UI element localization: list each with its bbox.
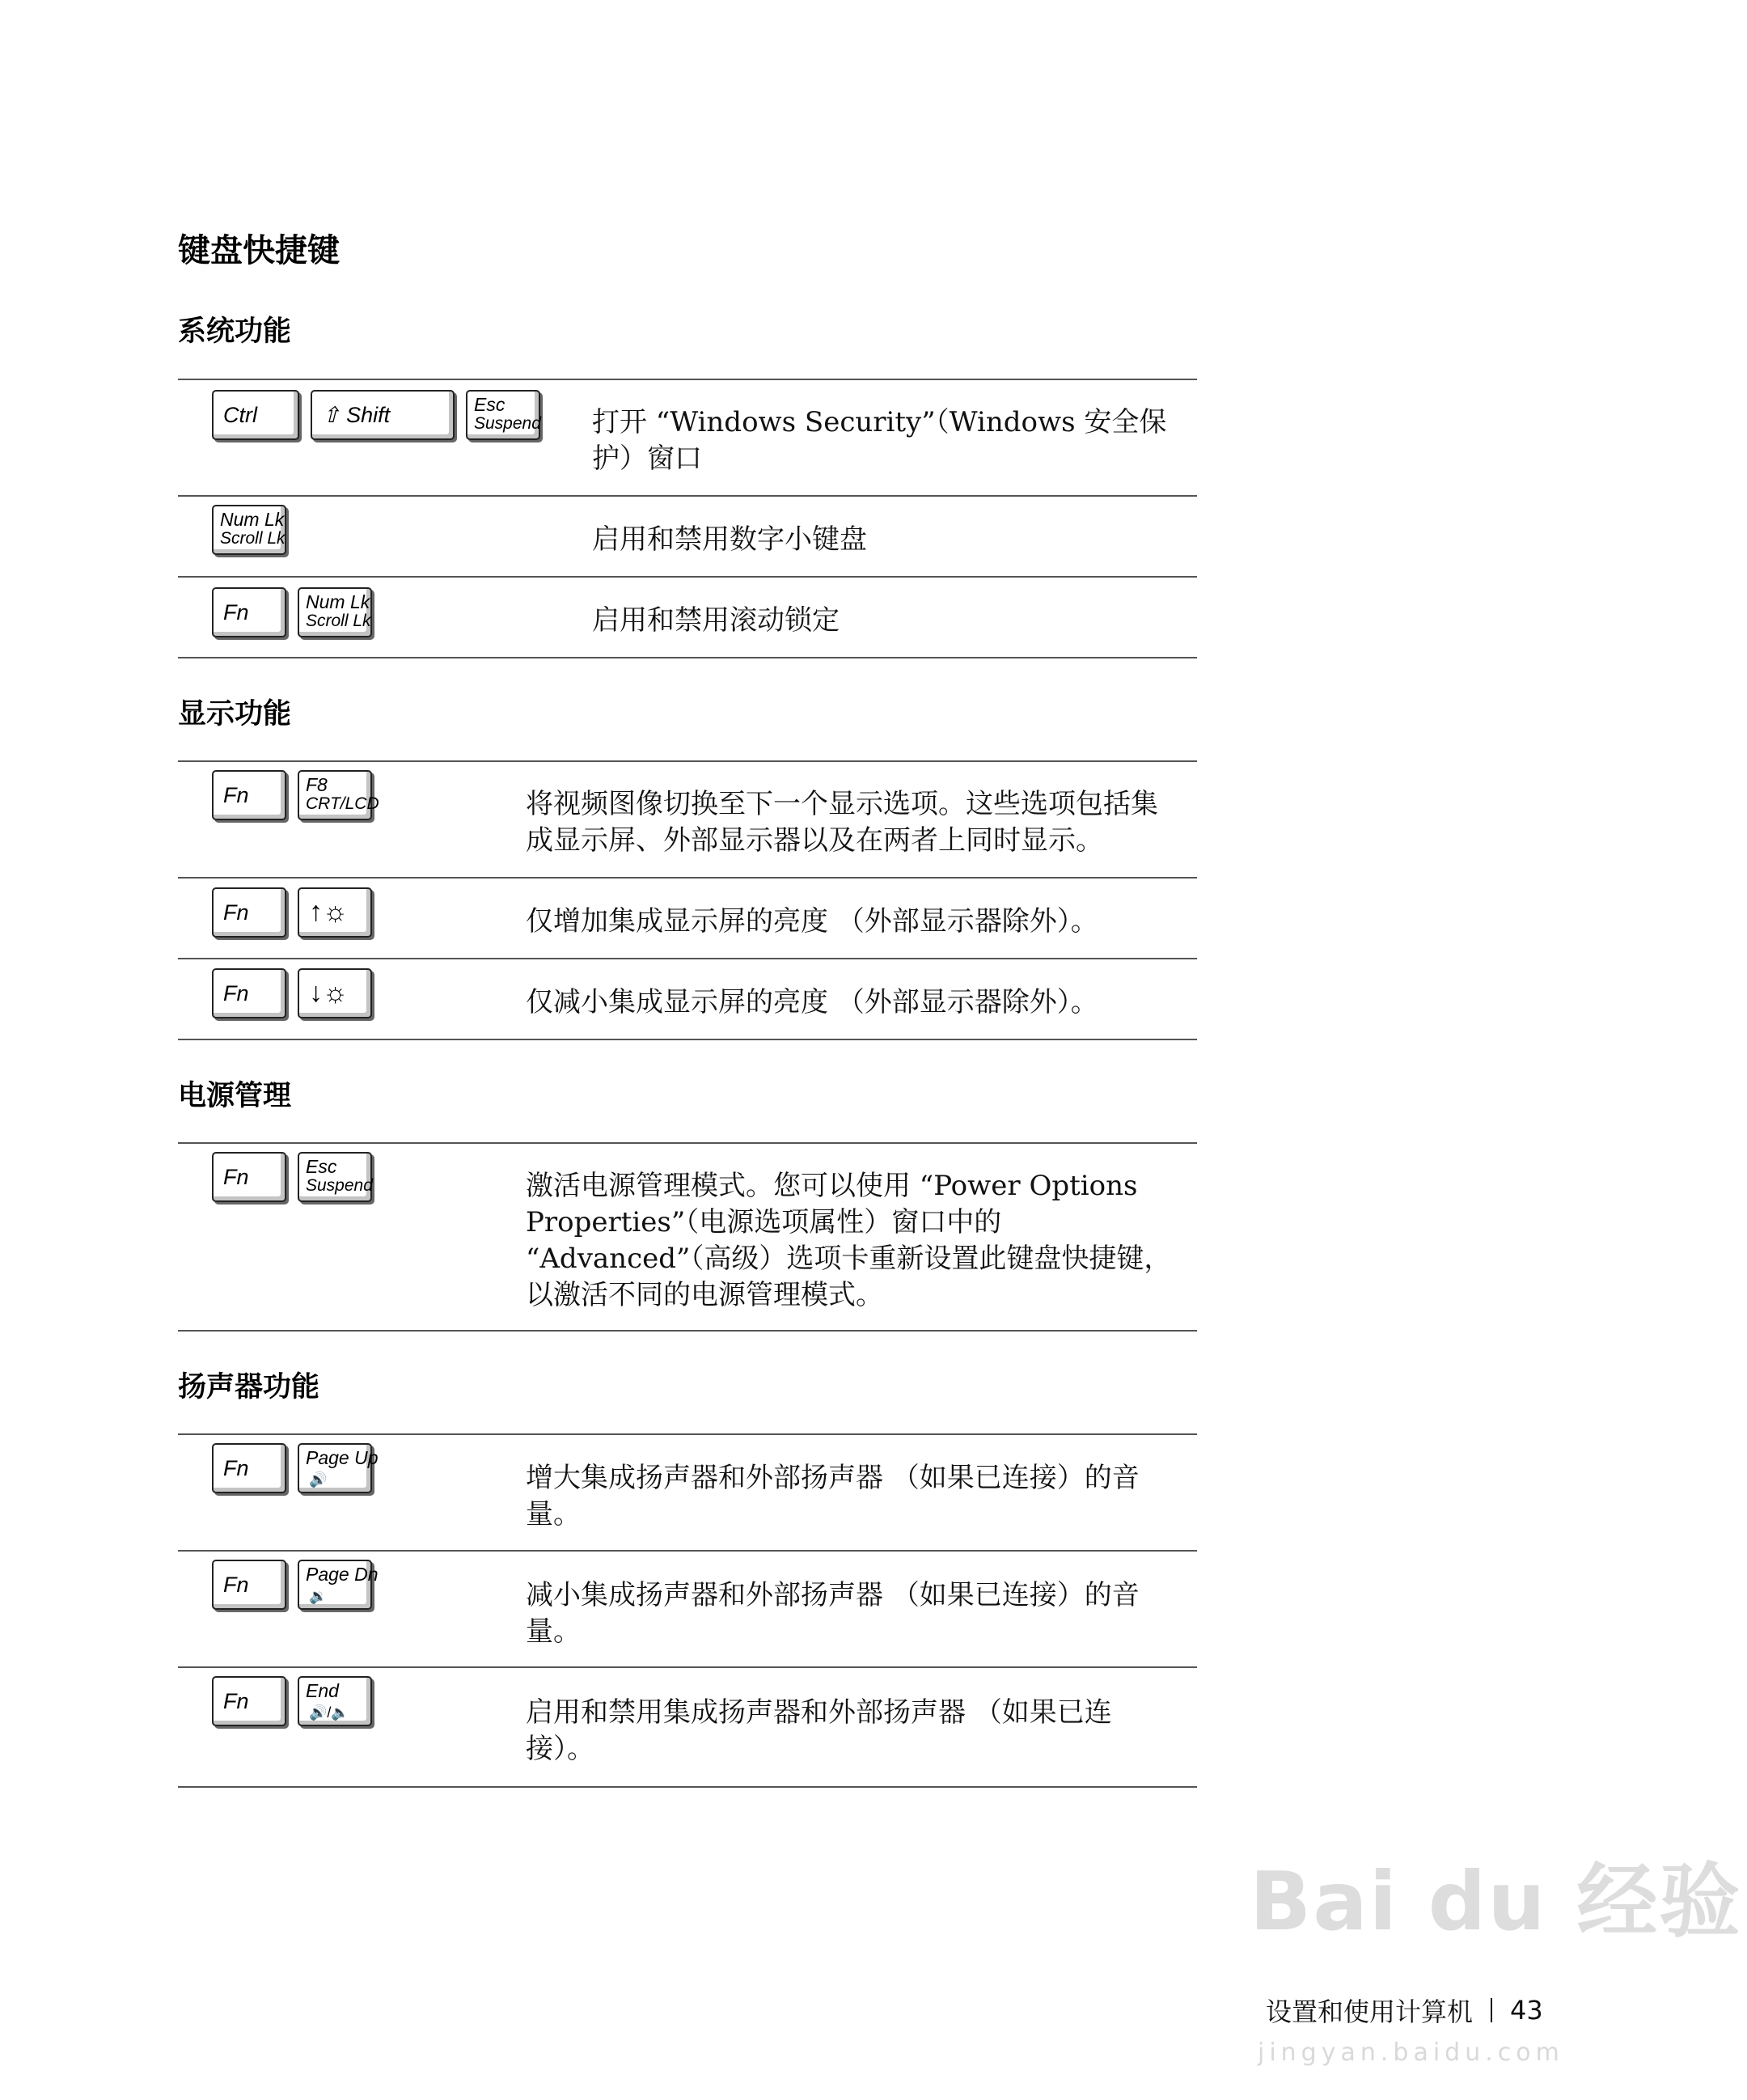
divider (178, 1330, 1197, 1332)
shortcut-description: 仅增加集成显示屏的亮度 （外部显示器除外）。 (526, 905, 1098, 938)
divider (178, 1786, 1197, 1788)
divider (178, 958, 1197, 959)
divider (178, 760, 1197, 762)
key-combo (212, 390, 540, 440)
key-esc-suspend: Esc Suspend (466, 390, 540, 440)
key-f8-crt-lcd: F8 CRT/LCD (298, 770, 372, 820)
section-title-power: 电源管理 (178, 1080, 292, 1112)
shortcut-description: 启用和禁用集成扬声器和外部扬声器 （如果已连接）。 (526, 1696, 1112, 1765)
footer-chapter: 设置和使用计算机 (1266, 1996, 1474, 2027)
key-fn: Fn (212, 587, 286, 637)
key-end: End 🔊/🔈 (298, 1676, 372, 1726)
volume-up-icon: 🔊 (309, 1471, 328, 1488)
footer-separator (1491, 1998, 1492, 2022)
key-fn: Fn (212, 968, 286, 1018)
watermark-url: jingyan.baidu.com (1258, 2039, 1564, 2067)
key-combo (212, 505, 286, 555)
page-footer (1266, 1992, 1543, 2029)
shortcut-description: 将视频图像切换至下一个显示选项。这些选项包括集成显示屏、外部显示器以及在两者上同时显示。 (526, 788, 1158, 857)
key-combo (212, 1560, 379, 1610)
page-title: 键盘快捷键 (178, 232, 340, 269)
volume-down-icon: 🔉 (309, 1588, 328, 1604)
key-shift: ⇧ Shift (311, 390, 455, 440)
key-fn: Fn (212, 1560, 286, 1610)
key-fn: Fn (212, 1152, 286, 1202)
watermark-logo: Bai du 经验 (1250, 1854, 1742, 1949)
divider (178, 657, 1197, 658)
key-combo (212, 587, 372, 637)
key-combo (212, 770, 379, 820)
key-esc-suspend: Esc Suspend (298, 1152, 372, 1202)
section-title-display: 显示功能 (178, 698, 292, 730)
key-combo (212, 1443, 379, 1493)
shortcut-description: 启用和禁用滚动锁定 (592, 604, 840, 637)
shortcut-description: 减小集成扬声器和外部扬声器 （如果已连接）的音量。 (526, 1579, 1140, 1648)
key-page-up: Page Up 🔊 (298, 1443, 372, 1493)
key-fn: Fn (212, 770, 286, 820)
key-fn: Fn (212, 887, 286, 938)
section-title-system: 系统功能 (178, 315, 292, 348)
divider (178, 1666, 1197, 1668)
key-combo (212, 1152, 372, 1202)
divider (178, 576, 1197, 578)
key-numlk-scrolllk: Num Lk Scroll Lk (298, 587, 372, 637)
divider (178, 1550, 1197, 1552)
divider (178, 1142, 1197, 1144)
shortcut-description: 打开 “Windows Security”（Windows 安全保护）窗口 (592, 406, 1167, 475)
page-number: 43 (1510, 1995, 1543, 2026)
divider (178, 877, 1197, 879)
key-ctrl: Ctrl (212, 390, 299, 440)
key-brightness-up (298, 887, 372, 938)
divider (178, 1039, 1197, 1040)
section-title-speaker: 扬声器功能 (178, 1371, 320, 1404)
key-page-dn: Page Dn 🔉 (298, 1560, 372, 1610)
divider (178, 495, 1197, 497)
brightness-up-icon: ↑☼ (309, 896, 349, 927)
brightness-down-icon: ↓☼ (309, 977, 349, 1008)
shortcut-description: 激活电源管理模式。您可以使用 “Power Options Properties”（电源选项属性）窗口中的 “Advanced”（高级）选项卡重新设置此键盘快捷键，以激活不同的电源管理模式。 (526, 1170, 1172, 1311)
divider (178, 1433, 1197, 1435)
key-combo (212, 968, 372, 1018)
shortcut-description: 仅减小集成显示屏的亮度 （外部显示器除外）。 (526, 986, 1098, 1018)
key-combo (212, 1676, 372, 1726)
mute-toggle-icon: 🔊/🔈 (309, 1704, 349, 1721)
shortcut-description: 增大集成扬声器和外部扬声器 （如果已连接）的音量。 (526, 1462, 1140, 1531)
key-combo (212, 887, 372, 938)
key-numlk-scrolllk: Num Lk Scroll Lk (212, 505, 286, 555)
key-brightness-down (298, 968, 372, 1018)
shortcut-description: 启用和禁用数字小键盘 (592, 523, 867, 556)
key-fn: Fn (212, 1676, 286, 1726)
divider (178, 379, 1197, 380)
key-fn: Fn (212, 1443, 286, 1493)
